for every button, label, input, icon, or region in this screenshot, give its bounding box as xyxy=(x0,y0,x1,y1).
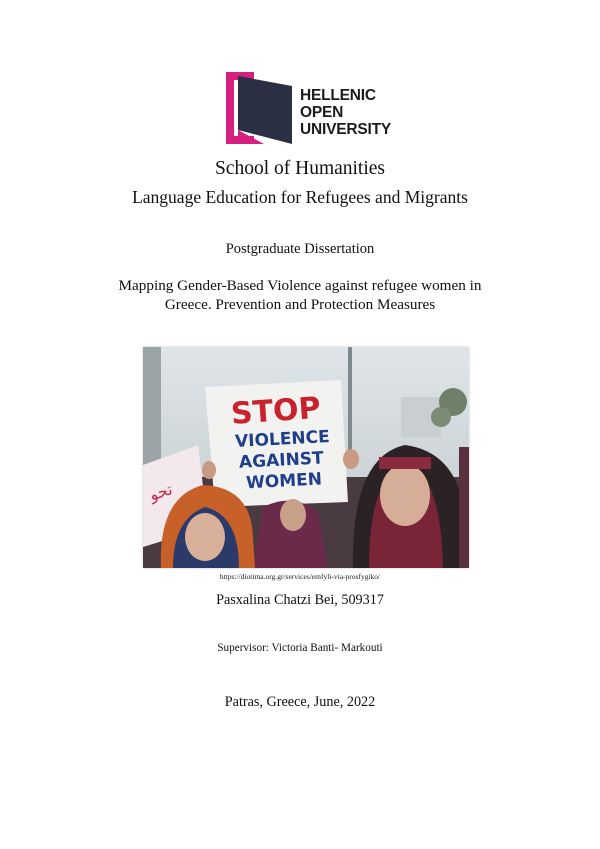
cover-photo xyxy=(143,347,469,568)
sign-text-against: AGAINST xyxy=(238,448,325,473)
place-and-date: Patras, Greece, June, 2022 xyxy=(224,694,376,710)
dissertation-title xyxy=(0,276,600,314)
photo-credit: https://diotima.org.gr/services/emfyli-via-prosfygiko/ xyxy=(219,572,381,581)
sign-text-stop: STOP xyxy=(229,390,322,432)
sign-text-women: WOMEN xyxy=(245,469,323,494)
supervisor: Supervisor: Victoria Banti- Markouti xyxy=(217,642,383,654)
degree-type: Postgraduate Dissertation xyxy=(225,241,375,257)
university-logo-text xyxy=(300,87,391,138)
title-line-1: Mapping Gender-Based Violence against refugee women in xyxy=(118,277,482,294)
author-name: Pasxalina Chatzi Bei, 509317 xyxy=(216,592,384,608)
logo-line-2: OPEN xyxy=(300,104,344,121)
university-logo-mark-icon xyxy=(224,72,294,144)
program-name: Language Education for Refugees and Migrants xyxy=(132,187,468,207)
title-line-2: Greece. Prevention and Protection Measures xyxy=(164,296,436,313)
school-name: School of Humanities xyxy=(214,158,386,179)
svg-text:ﺗﺤﻮ: ﺗﺤﻮ xyxy=(146,479,175,505)
sign-text-violence: VIOLENCE xyxy=(234,427,331,452)
logo-line-3: UNIVERSITY xyxy=(300,121,392,138)
logo-line-1: HELLENIC xyxy=(300,87,376,104)
university-logo xyxy=(224,72,394,144)
